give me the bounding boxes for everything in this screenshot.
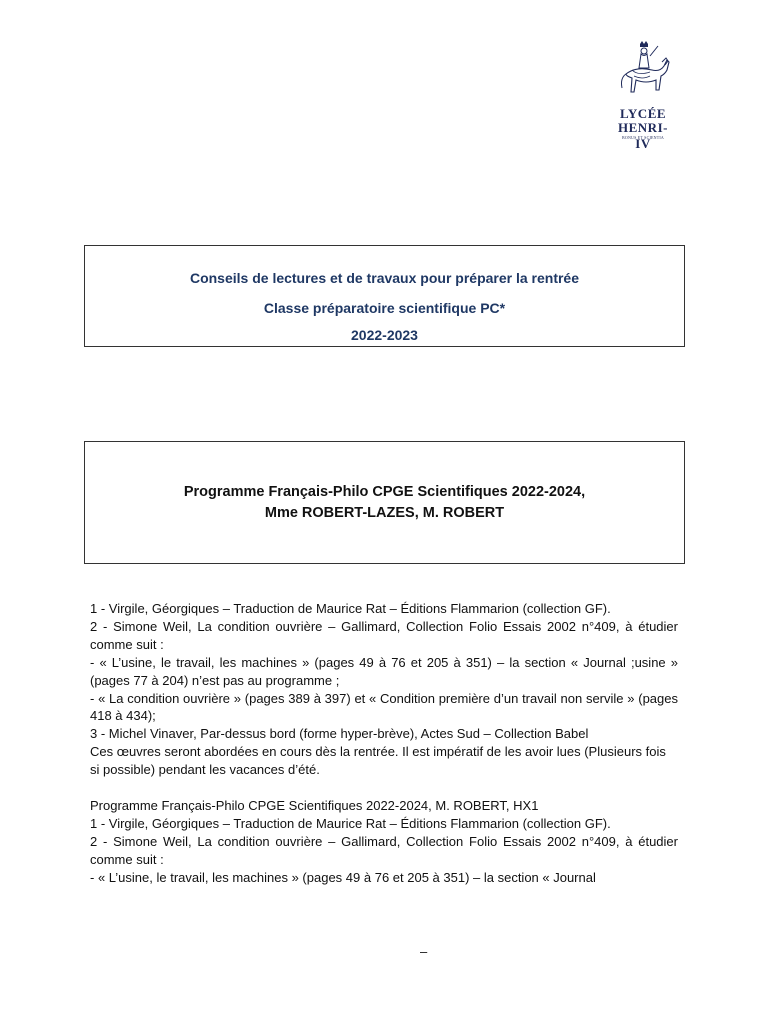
paragraph: - « La condition ouvrière » (pages 389 à 397) et « Condition première d’un travail non servile » (pages 418 à 434); <box>90 690 678 724</box>
header-year: 2022-2023 <box>351 327 418 343</box>
logo-line-henri-iv: HENRI-IV <box>618 120 668 151</box>
logo-line-lycee: LYCÉE <box>619 106 667 121</box>
program-box <box>84 441 685 564</box>
header-title: Conseils de lectures et de travaux pour préparer la rentrée <box>189 270 580 286</box>
paragraph: Ces œuvres seront abordées en cours dès la rentrée. Il est impératif de les avoir lues (Plusieurs fois si possible) pendant les vacances d’été. <box>90 744 666 778</box>
footer-dash: – <box>420 944 428 959</box>
program-teachers: Mme ROBERT-LAZES, M. ROBERT <box>264 505 505 521</box>
paragraph: 2 - Simone Weil, La condition ouvrière – Gallimard, Collection Folio Essais 2002 n°409, à étudier comme suit : <box>90 618 678 652</box>
paragraph: - « L’usine, le travail, les machines » (pages 49 à 76 et 205 à 351) – la section « Journal <box>90 869 596 885</box>
paragraph: 2 - Simone Weil, La condition ouvrière – Gallimard, Collection Folio Essais 2002 n°409, à étudier comme suit : <box>90 833 678 867</box>
logo-motto: BONUS ET SCIENTIA <box>622 135 664 140</box>
paragraph: - « L’usine, le travail, les machines » (pages 49 à 76 et 205 à 351) – la section « Journal ;usine » (pages 77 à 204) n’est pas au programme ; <box>90 654 678 688</box>
school-logo <box>612 40 674 151</box>
header-class: Classe préparatoire scientifique PC* <box>263 300 506 316</box>
paragraph: Programme Français-Philo CPGE Scientifiques 2022-2024, M. ROBERT, HX1 <box>90 797 539 813</box>
program-title: Programme Français-Philo CPGE Scientifiques 2022-2024, <box>183 484 586 500</box>
body-text <box>90 600 678 886</box>
header-box <box>84 245 685 347</box>
paragraph: 1 - Virgile, Géorgiques – Traduction de Maurice Rat – Éditions Flammarion (collection GF). <box>90 601 611 616</box>
paragraph: 1 - Virgile, Géorgiques – Traduction de Maurice Rat – Éditions Flammarion (collection GF). <box>90 815 611 831</box>
paragraph-gap <box>90 779 678 797</box>
paragraph: 3 - Michel Vinaver, Par-dessus bord (forme hyper-brève), Actes Sud – Collection Babel <box>90 726 589 742</box>
